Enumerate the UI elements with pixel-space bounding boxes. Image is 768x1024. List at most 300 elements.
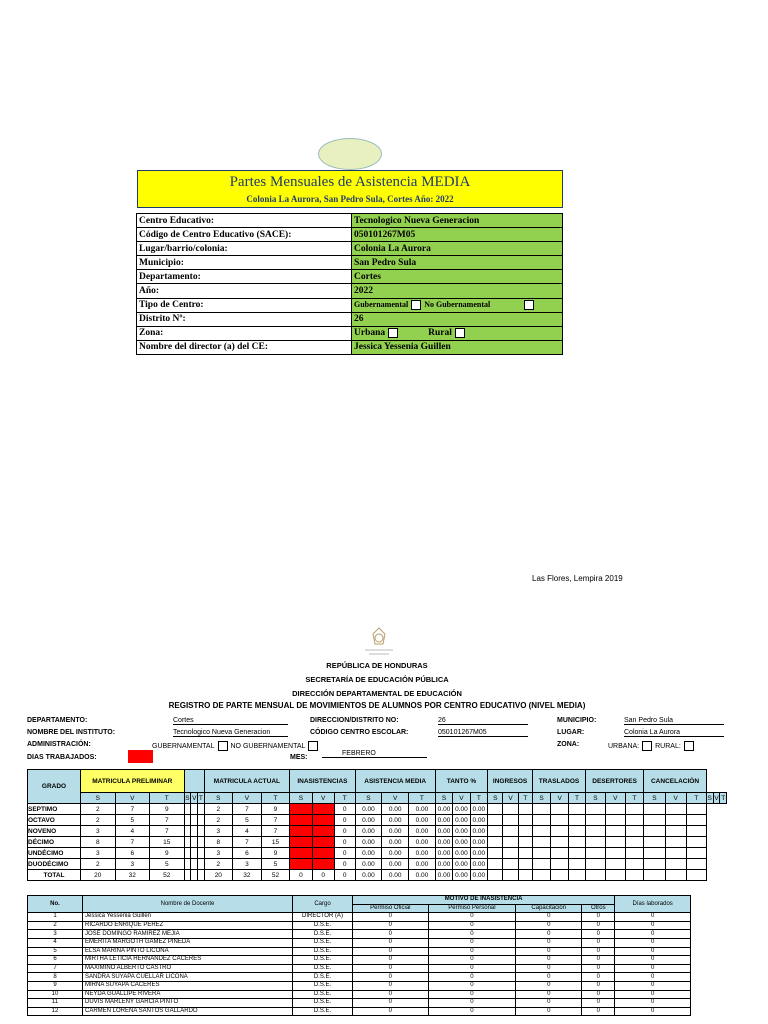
empty-cell (569, 815, 586, 826)
am-cell: 0.00 (409, 848, 436, 859)
empty-cell (551, 815, 569, 826)
doc-col-oficial: Permiso Oficial (353, 904, 429, 913)
docente-row (28, 947, 691, 956)
doc-zero: 0 (582, 938, 615, 947)
zona-label-2: ZONA: (557, 741, 580, 748)
empty-cell (665, 848, 686, 859)
no-gubernamental-checkbox[interactable] (524, 300, 534, 310)
empty-cell (585, 815, 605, 826)
empty-cell (625, 848, 644, 859)
doc-nombre: CARMEN LORENA SANTOS GALLARDO (83, 1007, 293, 1016)
empty-cell (569, 870, 586, 881)
info-label: Código de Centro Educativo (SACE): (137, 228, 352, 242)
doc-nombre: ELSA MARINA PINTO LICONA (83, 947, 293, 956)
doc-zero: 0 (582, 1007, 615, 1016)
grado-cell: OCTAVO (28, 815, 81, 826)
empty-cell (569, 859, 586, 870)
svt-header: S (435, 793, 452, 804)
grado-cell: TOTAL (28, 870, 81, 881)
svt-header: S (488, 793, 503, 804)
tipo-value (352, 298, 563, 312)
report-header-2: SECRETARÍA DE EDUCACIÓN PÚBLICA (305, 675, 449, 684)
blank-cell (191, 815, 198, 826)
empty-cell (625, 837, 644, 848)
mp-cell: 15 (150, 837, 185, 848)
doc-zero: 0 (428, 999, 515, 1008)
mp-cell: 3 (81, 848, 116, 859)
col-header: ASISTENCIA MEDIA (355, 770, 435, 793)
col-mat-prelim: MATRICULA PRELIMINAR (81, 770, 185, 793)
municipio-label: MUNICIPIO: (557, 717, 597, 724)
doc-cargo: D.S.E. (293, 990, 353, 999)
in-cell[interactable] (312, 848, 334, 859)
lugar-label: LUGAR: (557, 729, 585, 736)
svt-header: S (81, 793, 116, 804)
mp-cell: 32 (115, 870, 150, 881)
empty-cell (503, 815, 518, 826)
empty-cell (605, 826, 625, 837)
in-cell[interactable] (312, 859, 334, 870)
empty-cell (488, 848, 503, 859)
mp-cell: 7 (150, 815, 185, 826)
empty-cell (503, 859, 518, 870)
urbana-checkbox[interactable] (388, 328, 398, 338)
col-header: DESERTORES (585, 770, 643, 793)
municipio-value: San Pedro Sula (624, 717, 724, 725)
doc-no: 11 (28, 999, 83, 1008)
ma-cell: 2 (204, 859, 233, 870)
empty-cell (665, 859, 686, 870)
empty-cell (518, 804, 532, 815)
empty-cell (625, 870, 644, 881)
institution-logo (318, 138, 382, 170)
urbana-label: Urbana (354, 328, 386, 339)
doc-cargo: D.S.E. (293, 1007, 353, 1016)
col-header: CANCELACIÓN (644, 770, 707, 793)
empty-cell (503, 870, 518, 881)
svt-header: T (721, 794, 726, 802)
tp-cell: 0.00 (435, 870, 452, 881)
svt-header: T (569, 793, 586, 804)
am-cell: 0.00 (409, 870, 436, 881)
doc-nombre: MIRNA SUYAPA CACERES (83, 981, 293, 990)
gub-option (152, 741, 321, 751)
in-cell[interactable] (312, 804, 334, 815)
empty-cell (605, 859, 625, 870)
docente-row (28, 956, 691, 965)
in-cell[interactable] (312, 815, 334, 826)
empty-cell (625, 826, 644, 837)
svt-header: S (290, 793, 312, 804)
empty-cell (551, 859, 569, 870)
ma-cell: 6 (233, 848, 262, 859)
in-cell[interactable] (290, 859, 312, 870)
empty-cell (488, 815, 503, 826)
tp-cell: 0.00 (435, 804, 452, 815)
in-cell[interactable] (290, 837, 312, 848)
empty-cell (644, 848, 665, 859)
docente-row (28, 913, 691, 922)
am-cell: 0.00 (355, 826, 382, 837)
empty-cell (503, 837, 518, 848)
doc-zero: 0 (353, 913, 429, 922)
empty-cell (665, 837, 686, 848)
departamento-label: DEPARTAMENTO: (27, 717, 88, 724)
ma-cell: 7 (233, 804, 262, 815)
empty-cell (569, 837, 586, 848)
doc-cargo: D.S.E. (293, 921, 353, 930)
doc-cargo: D.S.E. (293, 956, 353, 965)
doc-zero: 0 (615, 999, 691, 1008)
tp-cell: 0.00 (470, 837, 487, 848)
am-cell: 0.00 (382, 804, 409, 815)
empty-cell (518, 848, 532, 859)
ma-cell: 7 (261, 815, 290, 826)
svt-header: V (382, 793, 409, 804)
rural-label-2: RURAL: (655, 742, 681, 750)
doc-no: 7 (28, 964, 83, 973)
am-cell: 0.00 (355, 848, 382, 859)
svt-header: V (192, 794, 197, 802)
doc-zero: 0 (615, 938, 691, 947)
tp-cell: 0.00 (470, 826, 487, 837)
in-cell[interactable] (312, 826, 334, 837)
docente-row (28, 990, 691, 999)
empty-cell (518, 870, 532, 881)
am-cell: 0.00 (382, 859, 409, 870)
docentes-table (27, 895, 691, 1016)
in-total-cell: 0 (334, 848, 355, 859)
ma-cell: 4 (233, 826, 262, 837)
doc-cargo: D.S.E. (293, 947, 353, 956)
empty-cell (569, 848, 586, 859)
doc-cargo: D.S.E. (293, 981, 353, 990)
docente-row (28, 981, 691, 990)
svt-header: T (334, 793, 355, 804)
doc-nombre: EMERITA MARGOTH GAMEZ PINEDA (83, 938, 293, 947)
doc-zero: 0 (353, 1007, 429, 1016)
doc-zero: 0 (582, 913, 615, 922)
doc-zero: 0 (353, 930, 429, 939)
am-cell: 0.00 (382, 815, 409, 826)
doc-col-personal: Permiso Personal (428, 904, 515, 913)
tp-cell: 0.00 (453, 859, 470, 870)
in-total-cell: 0 (334, 826, 355, 837)
svt-header: T (198, 794, 203, 802)
svt-header: T (470, 793, 487, 804)
form-title: Partes Mensuales de Asistencia MEDIA (137, 170, 563, 193)
empty-cell (518, 859, 532, 870)
blank-cell (191, 804, 198, 815)
empty-cell (488, 859, 503, 870)
doc-no: 4 (28, 938, 83, 947)
doc-zero: 0 (516, 913, 582, 922)
tp-cell: 0.00 (470, 815, 487, 826)
urbana-label-2: URBANA: (608, 742, 640, 750)
tp-cell: 0.00 (435, 859, 452, 870)
empty-cell (551, 804, 569, 815)
urbana-checkbox-2[interactable] (642, 741, 652, 751)
empty-cell (518, 837, 532, 848)
am-cell: 0.00 (409, 859, 436, 870)
doc-col-cargo: Cargo (293, 896, 353, 913)
info-label: Municipio: (137, 256, 352, 270)
empty-cell (488, 804, 503, 815)
in-total-cell: 0 (334, 859, 355, 870)
rural-checkbox-2[interactable] (684, 741, 694, 751)
doc-zero: 0 (428, 973, 515, 982)
in-cell[interactable] (290, 826, 312, 837)
blank-cell (184, 859, 191, 870)
empty-cell (533, 859, 551, 870)
svt-header: V (605, 793, 625, 804)
empty-cell (551, 837, 569, 848)
empty-cell (665, 815, 686, 826)
doc-cargo: DIRECTOR (A) (293, 913, 353, 922)
ma-cell: 7 (261, 826, 290, 837)
empty-cell (605, 815, 625, 826)
in-cell: 0 (334, 870, 355, 881)
doc-zero: 0 (582, 990, 615, 999)
director-value: Jessica Yessenia Guillen (352, 340, 563, 354)
doc-nombre: DUVIS MARLENY GARCIA PINTO (83, 999, 293, 1008)
doc-cargo: D.S.E. (293, 999, 353, 1008)
empty-cell (518, 815, 532, 826)
am-cell: 0.00 (409, 815, 436, 826)
no-gubernamental-label: No Gubernamental (424, 300, 491, 310)
dias-value-cell[interactable] (128, 750, 153, 763)
svt-header: T (261, 793, 290, 804)
zona-label: Zona: (137, 326, 352, 340)
empty-cell (686, 837, 706, 848)
doc-zero: 0 (428, 947, 515, 956)
ma-cell: 52 (261, 870, 290, 881)
info-value: 050101267M05 (352, 228, 563, 242)
grado-cell: NOVENO (28, 826, 81, 837)
doc-zero: 0 (516, 938, 582, 947)
movement-row (28, 870, 727, 881)
svt-header: S (355, 793, 382, 804)
doc-nombre: JOSE DOMINGO RAMIREZ MEJIA (83, 930, 293, 939)
administracion-label: ADMINISTRACIÓN: (27, 741, 91, 748)
tp-cell: 0.00 (435, 826, 452, 837)
svt-header: T (518, 793, 532, 804)
distrito-value-2: 26 (438, 717, 528, 725)
doc-no: 3 (28, 930, 83, 939)
am-cell: 0.00 (409, 826, 436, 837)
ma-cell: 3 (233, 859, 262, 870)
empty-cell (605, 870, 625, 881)
doc-zero: 0 (615, 981, 691, 990)
empty-cell (665, 804, 686, 815)
docente-row (28, 921, 691, 930)
in-cell[interactable] (290, 848, 312, 859)
empty-cell (605, 804, 625, 815)
rural-checkbox[interactable] (455, 328, 465, 338)
nogub-label: NO GUBERNAMENTAL (230, 742, 306, 750)
info-value: Cortes (352, 270, 563, 284)
mp-cell: 3 (115, 859, 150, 870)
doc-zero: 0 (516, 1007, 582, 1016)
doc-zero: 0 (353, 999, 429, 1008)
doc-nombre: SANDRA SUYAPA CUELLAR LICONA (83, 973, 293, 982)
gubernamental-checkbox[interactable] (411, 300, 421, 310)
empty-cell (585, 870, 605, 881)
doc-zero: 0 (516, 947, 582, 956)
docente-row (28, 1007, 691, 1016)
svt-header: V (453, 793, 470, 804)
doc-zero: 0 (428, 990, 515, 999)
in-total-cell: 0 (334, 804, 355, 815)
in-cell[interactable] (290, 815, 312, 826)
grado-cell: UNDÉCIMO (28, 848, 81, 859)
svt-header: T (409, 793, 436, 804)
empty-cell (625, 815, 644, 826)
mp-cell: 7 (115, 804, 150, 815)
svt-header: T (686, 793, 706, 804)
svt-header: S (707, 794, 712, 802)
doc-zero: 0 (516, 930, 582, 939)
am-cell: 0.00 (355, 804, 382, 815)
svt-header: S (533, 793, 551, 804)
col-header: TRASLADOS (533, 770, 586, 793)
doc-zero: 0 (615, 930, 691, 939)
empty-cell (644, 804, 665, 815)
empty-cell (644, 826, 665, 837)
doc-zero: 0 (516, 981, 582, 990)
empty-cell (686, 859, 706, 870)
am-cell: 0.00 (355, 870, 382, 881)
empty-cell (503, 848, 518, 859)
movement-row (28, 815, 727, 826)
doc-nombre: MIRTHA LETICIA HERNANDEZ CACERES (83, 956, 293, 965)
doc-zero: 0 (516, 964, 582, 973)
doc-zero: 0 (615, 973, 691, 982)
gub-label: GUBERNAMENTAL (152, 742, 215, 750)
empty-cell (551, 826, 569, 837)
mp-cell: 7 (115, 837, 150, 848)
col-blank (184, 770, 204, 793)
mp-cell: 2 (81, 815, 116, 826)
doc-zero: 0 (615, 964, 691, 973)
doc-zero: 0 (353, 938, 429, 947)
grado-cell: DÉCIMO (28, 837, 81, 848)
col-header: INGRESOS (488, 770, 533, 793)
empty-cell (585, 837, 605, 848)
mes-label: MES: (290, 754, 308, 761)
distrito-value: 26 (352, 312, 563, 326)
docente-row (28, 999, 691, 1008)
ma-cell: 2 (204, 804, 233, 815)
am-cell: 0.00 (382, 826, 409, 837)
doc-zero: 0 (582, 947, 615, 956)
doc-zero: 0 (516, 990, 582, 999)
mp-cell: 9 (150, 804, 185, 815)
info-value: 2022 (352, 284, 563, 298)
doc-zero: 0 (582, 999, 615, 1008)
gubernamental-label: Gubernamental (354, 300, 409, 310)
doc-zero: 0 (516, 999, 582, 1008)
blank-cell (184, 815, 191, 826)
mp-cell: 52 (150, 870, 185, 881)
svt-header: V (115, 793, 150, 804)
nogub-checkbox[interactable] (308, 741, 318, 751)
doc-col-no: No. (28, 896, 83, 913)
ma-cell: 20 (204, 870, 233, 881)
info-label: Departamento: (137, 270, 352, 284)
doc-zero: 0 (615, 990, 691, 999)
ma-cell: 9 (261, 804, 290, 815)
info-value: San Pedro Sula (352, 256, 563, 270)
doc-zero: 0 (428, 921, 515, 930)
am-cell: 0.00 (355, 837, 382, 848)
empty-cell (585, 859, 605, 870)
tp-cell: 0.00 (453, 837, 470, 848)
doc-nombre: NEYDA GUALLIPE RIVERA (83, 990, 293, 999)
place-date: Las Flores, Lempira 2019 (532, 574, 623, 583)
ma-cell: 3 (204, 848, 233, 859)
rural-label: Rural (428, 328, 452, 339)
in-total-cell: 0 (334, 837, 355, 848)
doc-no: 12 (28, 1007, 83, 1016)
mp-cell: 6 (115, 848, 150, 859)
ma-cell: 5 (233, 815, 262, 826)
blank-cell (191, 848, 198, 859)
docente-row (28, 930, 691, 939)
director-label: Nombre del director (a) del CE: (137, 340, 352, 354)
codigo-label: CÓDIGO CENTRO ESCOLAR: (310, 729, 409, 736)
info-label: Año: (137, 284, 352, 298)
doc-no: 10 (28, 990, 83, 999)
doc-no: 6 (28, 956, 83, 965)
doc-nombre: RICARDO ENRIQUE PEREZ (83, 921, 293, 930)
doc-zero: 0 (582, 981, 615, 990)
in-cell: 0 (312, 870, 334, 881)
empty-cell (686, 870, 706, 881)
info-value: Tecnologico Nueva Generacion (352, 214, 563, 228)
doc-nombre: MAXIMINO ALBERTO CASTRO (83, 964, 293, 973)
blank-cell (191, 870, 198, 881)
doc-zero: 0 (582, 930, 615, 939)
svt-header: V (312, 793, 334, 804)
docente-row (28, 973, 691, 982)
doc-zero: 0 (353, 964, 429, 973)
movement-row (28, 859, 727, 870)
info-label: Centro Educativo: (137, 214, 352, 228)
in-cell[interactable] (312, 837, 334, 848)
movement-row (28, 837, 727, 848)
empty-cell (644, 837, 665, 848)
empty-cell (644, 859, 665, 870)
doc-col-nombre: Nombre de Docente (83, 896, 293, 913)
blank-cell (191, 859, 198, 870)
empty-cell (569, 804, 586, 815)
grado-cell: DUODÉCIMO (28, 859, 81, 870)
empty-cell (533, 815, 551, 826)
gub-checkbox[interactable] (218, 741, 228, 751)
doc-zero: 0 (353, 956, 429, 965)
doc-no: 1 (28, 913, 83, 922)
in-cell[interactable] (290, 804, 312, 815)
movement-row (28, 848, 727, 859)
codigo-value: 050101267M05 (438, 729, 528, 737)
empty-cell (503, 804, 518, 815)
doc-zero: 0 (353, 990, 429, 999)
empty-cell (551, 870, 569, 881)
doc-col-capacitacion: Capacitación (516, 904, 582, 913)
empty-cell (533, 870, 551, 881)
empty-cell (533, 826, 551, 837)
